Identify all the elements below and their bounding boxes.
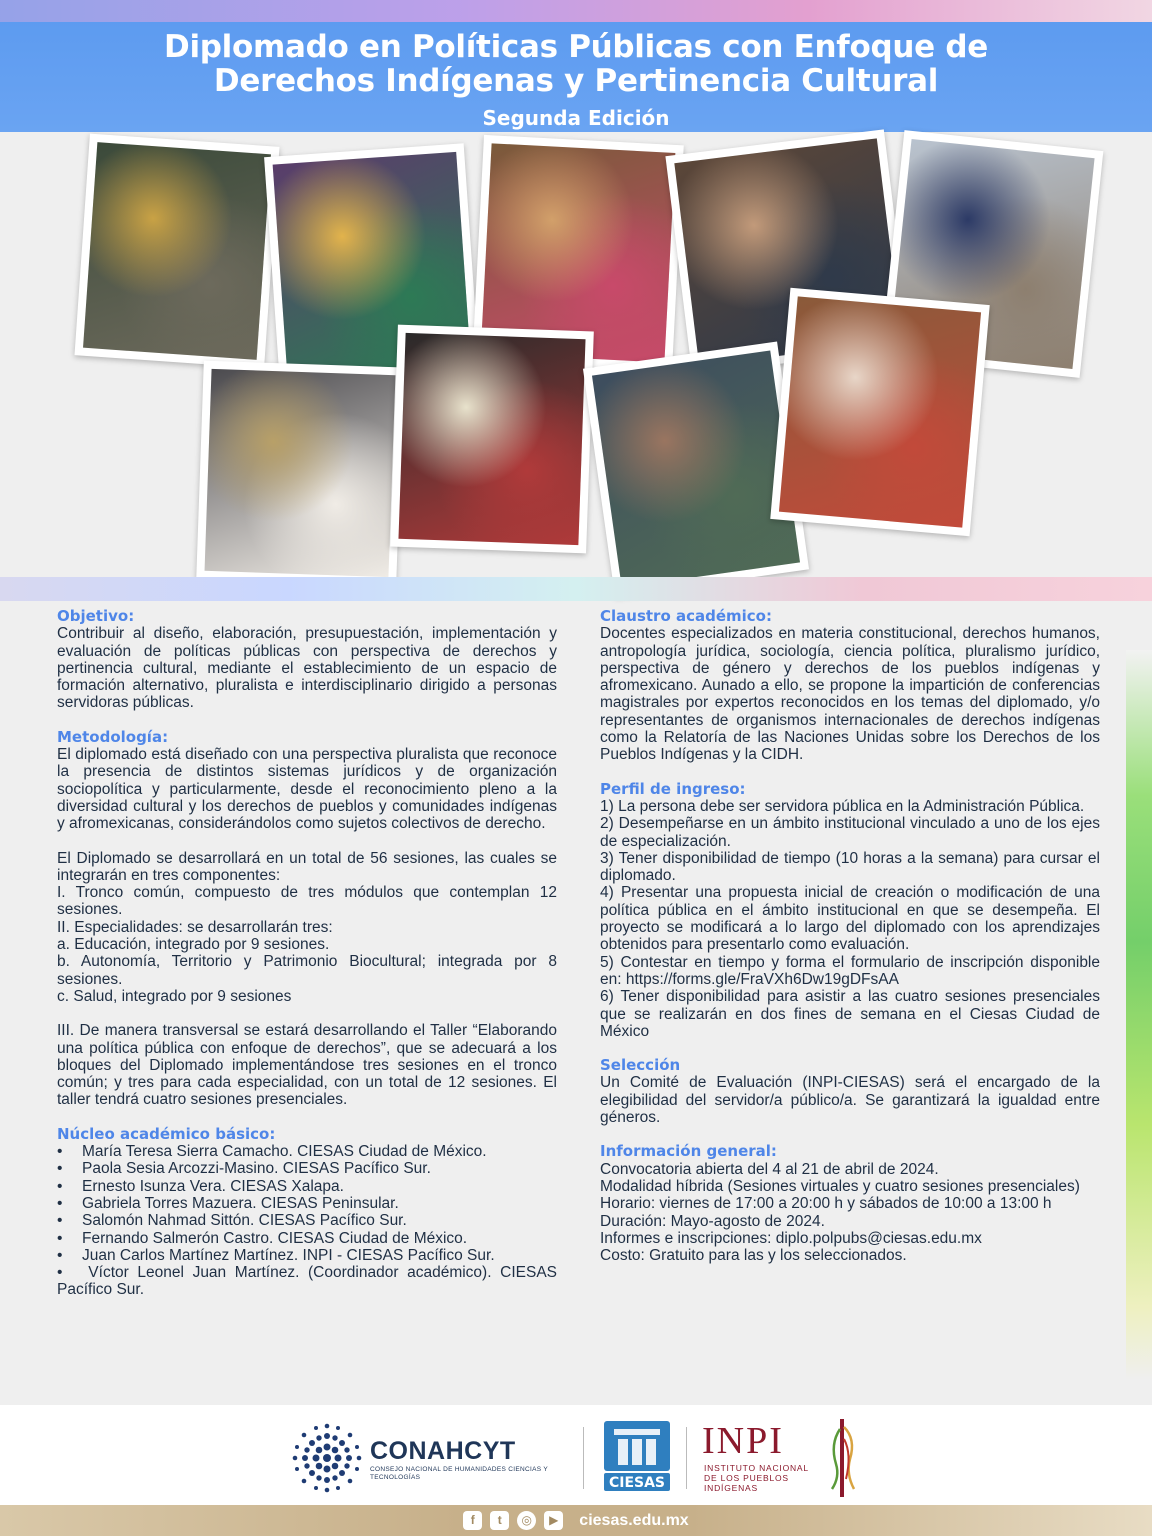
right-column: [600, 608, 1100, 1264]
ciesas-name: CIESAS: [608, 1475, 666, 1491]
edition-subtitle: Segunda Edición: [482, 106, 670, 130]
perfil-item: 2) Desempeñarse en un ámbito institucional vinculado a uno de los ejes de especialización.: [600, 815, 1100, 850]
photo-collage: [0, 132, 1152, 600]
list-item: • María Teresa Sierra Camacho. CIESAS Ciudad de México.: [57, 1143, 487, 1161]
component-item: a. Educación, integrado por 9 sesiones.: [57, 936, 330, 954]
logo-divider: [583, 1427, 584, 1489]
footer-logos: [0, 1405, 1152, 1505]
component-item: c. Salud, integrado por 9 sesiones: [57, 987, 292, 1005]
title-line-2: Derechos Indígenas y Pertinencia Cultural: [213, 63, 939, 99]
list-item: • Juan Carlos Martínez Martínez. INPI - CIESAS Pacífico Sur.: [57, 1246, 495, 1264]
metodologia-heading: Metodología:: [57, 727, 169, 746]
photo-band-musicians: [196, 361, 403, 586]
separator-band: [0, 577, 1152, 601]
perfil-item: 1) La persona debe ser servidora pública en la Administración Pública.: [600, 797, 1085, 815]
photo-tuba-player: [74, 134, 279, 369]
list-item: • Fernando Salmerón Castro. CIESAS Ciudad de México.: [57, 1229, 468, 1247]
list-item: • Ernesto Isunza Vera. CIESAS Xalapa.: [57, 1177, 344, 1195]
side-gradient: [1126, 650, 1152, 1380]
left-column: [57, 608, 557, 1299]
component-item: b. Autonomía, Territorio y Patrimonio Biocultural; integrada por 8 sesiones.: [57, 953, 557, 988]
website-link[interactable]: ciesas.edu.mx: [579, 1511, 689, 1529]
metodologia-text: El diplomado está diseñado con una perspectiva pluralista que reconoce la presencia de distintos sistemas jurídicos y de organización sociopolítica y particularmente, desde el reconocimiento pleno a la diversidad cultural y los derechos de pueblos y comunidades indígenas y afromexicanas, considerándolos como sujetos colectivos de derecho.: [57, 746, 557, 833]
ciesas-logo-icon: [604, 1421, 670, 1491]
header-banner: [0, 22, 1152, 132]
info-line: Horario: viernes de 17:00 a 20:00 h y sábados de 10:00 a 13:00 h: [600, 1195, 1052, 1213]
perfil-item: 6) Tener disponibilidad para asistir a las cuatro sesiones presenciales que se realizarán en dos fines de semana en el Ciesas Ciudad de México: [600, 988, 1100, 1040]
sessions-intro: El Diplomado se desarrollará en un total de 56 sesiones, las cuales se integrarán en tres componentes:: [57, 849, 557, 884]
list-item: • Paola Sesia Arcozzi-Masino. CIESAS Pacífico Sur.: [57, 1160, 431, 1178]
conahcyt-name: CONAHCYT: [370, 1437, 516, 1465]
claustro-text: Docentes especializados en materia constitucional, derechos humanos, antropología jurídica, sociología, ciencia política, pluralismo jurídico, perspectiva de género y derechos de los pueblos indígenas y afromexicano. Aunado a ello, se propone la impartición de conferencias magistrales por expertos reconocidos en los temas del diplomado, y/o representantes de organismos internacionales de derechos indígenas como la Relatoría de las Naciones Unidas sobre los Derechos de los Pueblos Indígenas y la CIDH.: [600, 625, 1100, 764]
info-line-email[interactable]: Informes e inscripciones: diplo.polpubs@ciesas.edu.mx: [600, 1229, 982, 1247]
perfil-heading: Perfil de ingreso:: [600, 779, 746, 798]
seleccion-text: Un Comité de Evaluación (INPI-CIESAS) será el encargado de la elegibilidad del servidor/a público/a. Se garantizará la igualdad entre géneros.: [600, 1074, 1100, 1127]
page-title: [0, 22, 1152, 98]
info-line: Modalidad híbrida (Sesiones virtuales y cuatro sesiones presenciales): [600, 1177, 1080, 1195]
photo-girls-shawls: [770, 288, 989, 537]
bottom-social-bar: [0, 1505, 1152, 1536]
taller-text: III. De manera transversal se estará desarrollando el Taller “Elaborando una política pública con enfoque de derechos”, que se adecuará a los bloques del Diplomado implementándose tres sesiones en el tronco común; y tres para cada especialidad, con un total de 12 sesiones. El taller tendrá cuatro sesiones presenciales.: [57, 1022, 557, 1109]
info-heading: Información general:: [600, 1142, 777, 1161]
facebook-icon[interactable]: f: [463, 1511, 482, 1530]
list-item-coordinator: • Víctor Leonel Juan Martínez. (Coordinador académico). CIESAS Pacífico Sur.: [57, 1264, 557, 1299]
perfil-item: 3) Tener disponibilidad de tiempo (10 horas a la semana) para cursar el diplomado.: [600, 849, 1100, 885]
perfil-item-form-link[interactable]: 5) Contestar en tiempo y forma el formulario de inscripción disponible en: https://forms.gle/FraVXh6Dw19gDFsAA: [600, 953, 1100, 988]
youtube-icon[interactable]: ▶: [544, 1511, 563, 1530]
logo-divider: [686, 1427, 687, 1489]
claustro-heading: Claustro académico:: [600, 607, 772, 625]
conahcyt-subtitle: CONSEJO NACIONAL DE HUMANIDADES CIENCIAS Y TECNOLOGÍAS: [370, 1466, 548, 1481]
list-item: • Gabriela Torres Mazuera. CIESAS Peninsular.: [57, 1194, 399, 1212]
title-line-1: Diplomado en Políticas Públicas con Enfoque de: [164, 29, 988, 65]
inpi-emblem-icon: [826, 1419, 860, 1497]
twitter-icon[interactable]: t: [490, 1511, 509, 1530]
inpi-subtitle: INSTITUTO NACIONAL DE LOS PUEBLOS INDÍGENAS: [704, 1463, 809, 1493]
perfil-item: 4) Presentar una propuesta inicial de creación o modificación de una política pública en el ámbito institucional en que se desempeña. El proyecto se modificará a lo largo del diplomado con los aprendizajes obtenidos para presentarlo como evaluación.: [600, 884, 1100, 954]
list-item: • Salomón Nahmad Sittón. CIESAS Pacífico Sur.: [57, 1212, 407, 1230]
nucleo-heading: Núcleo académico básico:: [57, 1124, 276, 1143]
instagram-icon[interactable]: ◎: [517, 1511, 536, 1530]
top-gradient-bar: [0, 0, 1152, 22]
objetivo-heading: Objetivo:: [57, 607, 135, 625]
component-item: II. Especialidades: se desarrollarán tres:: [57, 918, 333, 936]
info-line: Costo: Gratuito para las y los seleccionados.: [600, 1247, 907, 1265]
conahcyt-logo-icon: [292, 1423, 362, 1493]
seleccion-heading: Selección: [600, 1056, 681, 1075]
info-line: Duración: Mayo-agosto de 2024.: [600, 1212, 825, 1230]
photo-men-reading-document: [390, 325, 594, 554]
component-item: I. Tronco común, compuesto de tres módulos que contemplan 12 sesiones.: [57, 884, 557, 919]
objetivo-text: Contribuir al diseño, elaboración, presupuestación, implementación y evaluación de políticas públicas con perspectiva de derechos y pertinencia cultural, mediante el establecimiento de un espacio de formación alternativo, pluralista e interdisciplinario dirigido a personas servidoras públicas.: [57, 625, 557, 712]
info-line: Convocatoria abierta del 4 al 21 de abril de 2024.: [600, 1160, 939, 1178]
inpi-name: INPI: [702, 1420, 784, 1462]
